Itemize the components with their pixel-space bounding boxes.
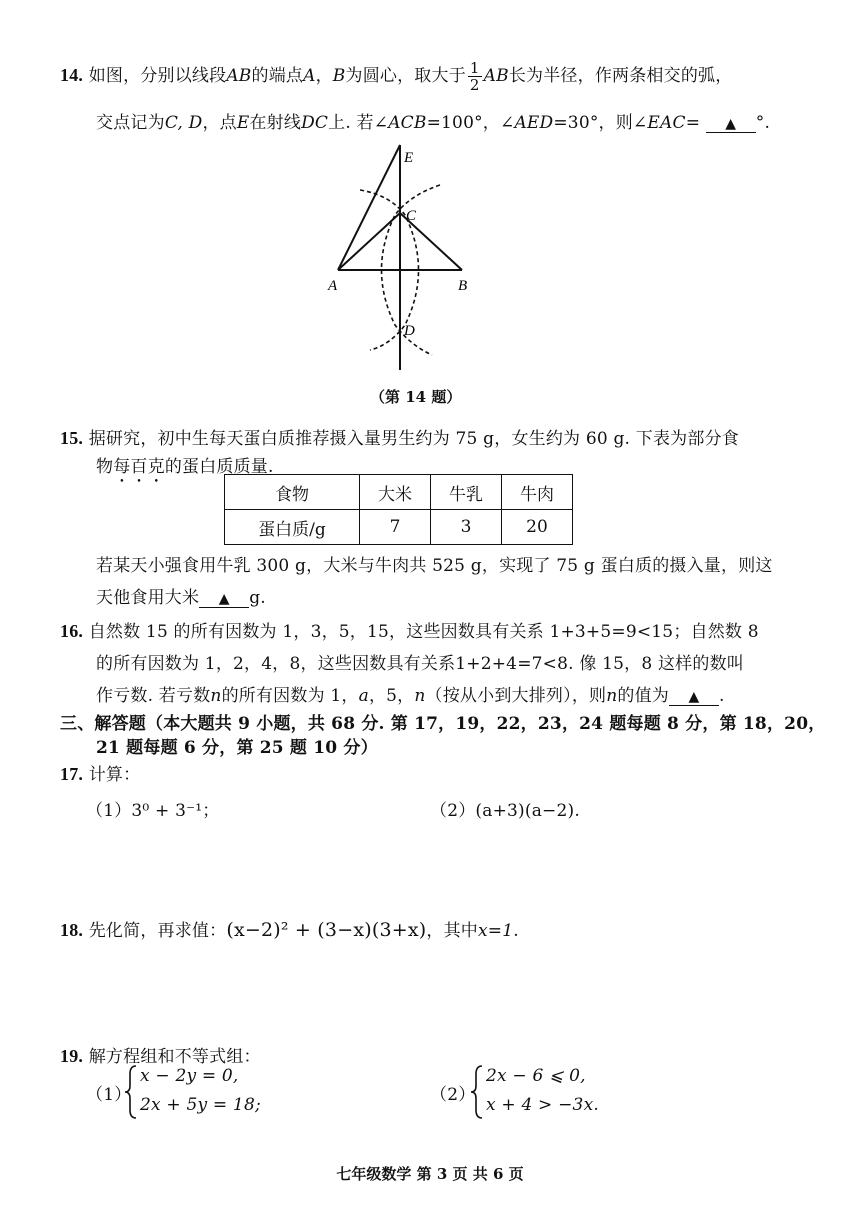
page-footer: 七年级数学 第 3 页 共 6 页	[336, 1165, 524, 1183]
label-e: E	[404, 150, 414, 166]
answer-blank[interactable]: ▲	[669, 689, 719, 706]
label-c: C	[406, 208, 417, 224]
q16-line3: 作亏数. 若亏数n的所有因数为 1，a，5，n（按从小到大排列），则n的值为 ▲ .	[96, 686, 725, 706]
fraction-one-half: $\frac{1}{2}$	[469, 59, 480, 94]
table-cell: 7	[360, 510, 431, 545]
table-cell: 牛乳	[431, 475, 502, 510]
segment-ac	[338, 213, 400, 270]
left-brace-icon	[124, 1064, 138, 1120]
table-cell: 3	[431, 510, 502, 545]
q18-line: 18. 先化简，再求值：(x−2)² + (3−x)(3+x)，其中x=1.	[60, 919, 519, 941]
table-cell: 20	[502, 510, 573, 545]
q15-line1: 15. 据研究，初中生每天蛋白质推荐摄入量男生约为 75 g，女生约为 60 g. 下表为部分食	[60, 428, 739, 449]
table-cell: 食物	[225, 475, 360, 510]
q16-line2: 的所有因数为 1，2，4，8，这些因数具有关系1+2+4=7<8. 像 15，8 这样的数叫	[96, 654, 744, 674]
table-row	[225, 510, 573, 545]
table-cell: 大米	[360, 475, 431, 510]
segment-ae	[338, 145, 400, 270]
question-number: 19.	[60, 1046, 84, 1066]
q19-title: 19. 解方程组和不等式组：	[60, 1046, 261, 1067]
label-b: B	[458, 278, 468, 294]
q17-part2: （2）(a+3)(a−2).	[430, 801, 580, 821]
answer-blank[interactable]: ▲	[706, 116, 756, 133]
q19-part2-label: （2）	[430, 1085, 476, 1105]
label-d: D	[404, 323, 415, 339]
section-heading: 三、解答题（本大题共 9 小题，共 68 分. 第 17，19，22，23，24 题每题 8 分，第 18，20，	[60, 714, 826, 734]
q19-p1-eq1: x − 2y = 0,	[140, 1066, 239, 1086]
table-header-row	[225, 475, 573, 510]
figure-caption: （第 14 题）	[370, 388, 462, 406]
section-heading-line2: 21 题每题 6 分，第 25 题 10 分）	[96, 738, 378, 758]
q19-p2-eq2: x + 4 > −3x.	[486, 1095, 599, 1115]
q19-part1-label: （1）	[86, 1085, 132, 1105]
q15-line2: 物每百克的蛋白质质量.	[96, 457, 274, 477]
protein-table	[224, 474, 573, 545]
question-number: 17.	[60, 764, 84, 784]
q15-line3: 若某天小强食用牛乳 300 g，大米与牛肉共 525 g，实现了 75 g 蛋白质的摄入量，则这	[96, 556, 773, 576]
question-number: 16.	[60, 621, 84, 641]
q19-p1-eq2: 2x + 5y = 18;	[140, 1095, 261, 1115]
geometry-figure	[320, 140, 520, 380]
question-number: 14.	[60, 65, 84, 85]
question-number: 18.	[60, 920, 84, 940]
left-brace-icon	[470, 1064, 484, 1120]
q19-p2-eq1: 2x − 6 ⩽ 0,	[486, 1066, 586, 1086]
q15-line4: 天他食用大米 ▲ g.	[96, 588, 266, 608]
answer-blank[interactable]: ▲	[199, 591, 249, 608]
table-cell: 蛋白质/g	[225, 510, 360, 545]
question-number: 15.	[60, 428, 84, 448]
label-a: A	[328, 278, 338, 294]
table-cell: 牛肉	[502, 475, 573, 510]
q17-part1: （1）3⁰ + 3⁻¹；	[86, 801, 220, 821]
q17-title: 17. 计算：	[60, 764, 141, 785]
q14-line2: 交点记为C, D，点E在射线DC上. 若∠ACB=100°，∠AED=30°，则∠EAC= ▲ °.	[96, 113, 771, 133]
q14-line1: 14. 如图，分别以线段AB的端点A，B为圆心，取大于 $\frac{1}{2}$ AB长为半径，作两条相交的弧，	[60, 59, 733, 94]
q16-line1: 16. 自然数 15 的所有因数为 1，3，5，15，这些因数具有关系 1+3+5=9<15；自然数 8	[60, 621, 759, 642]
